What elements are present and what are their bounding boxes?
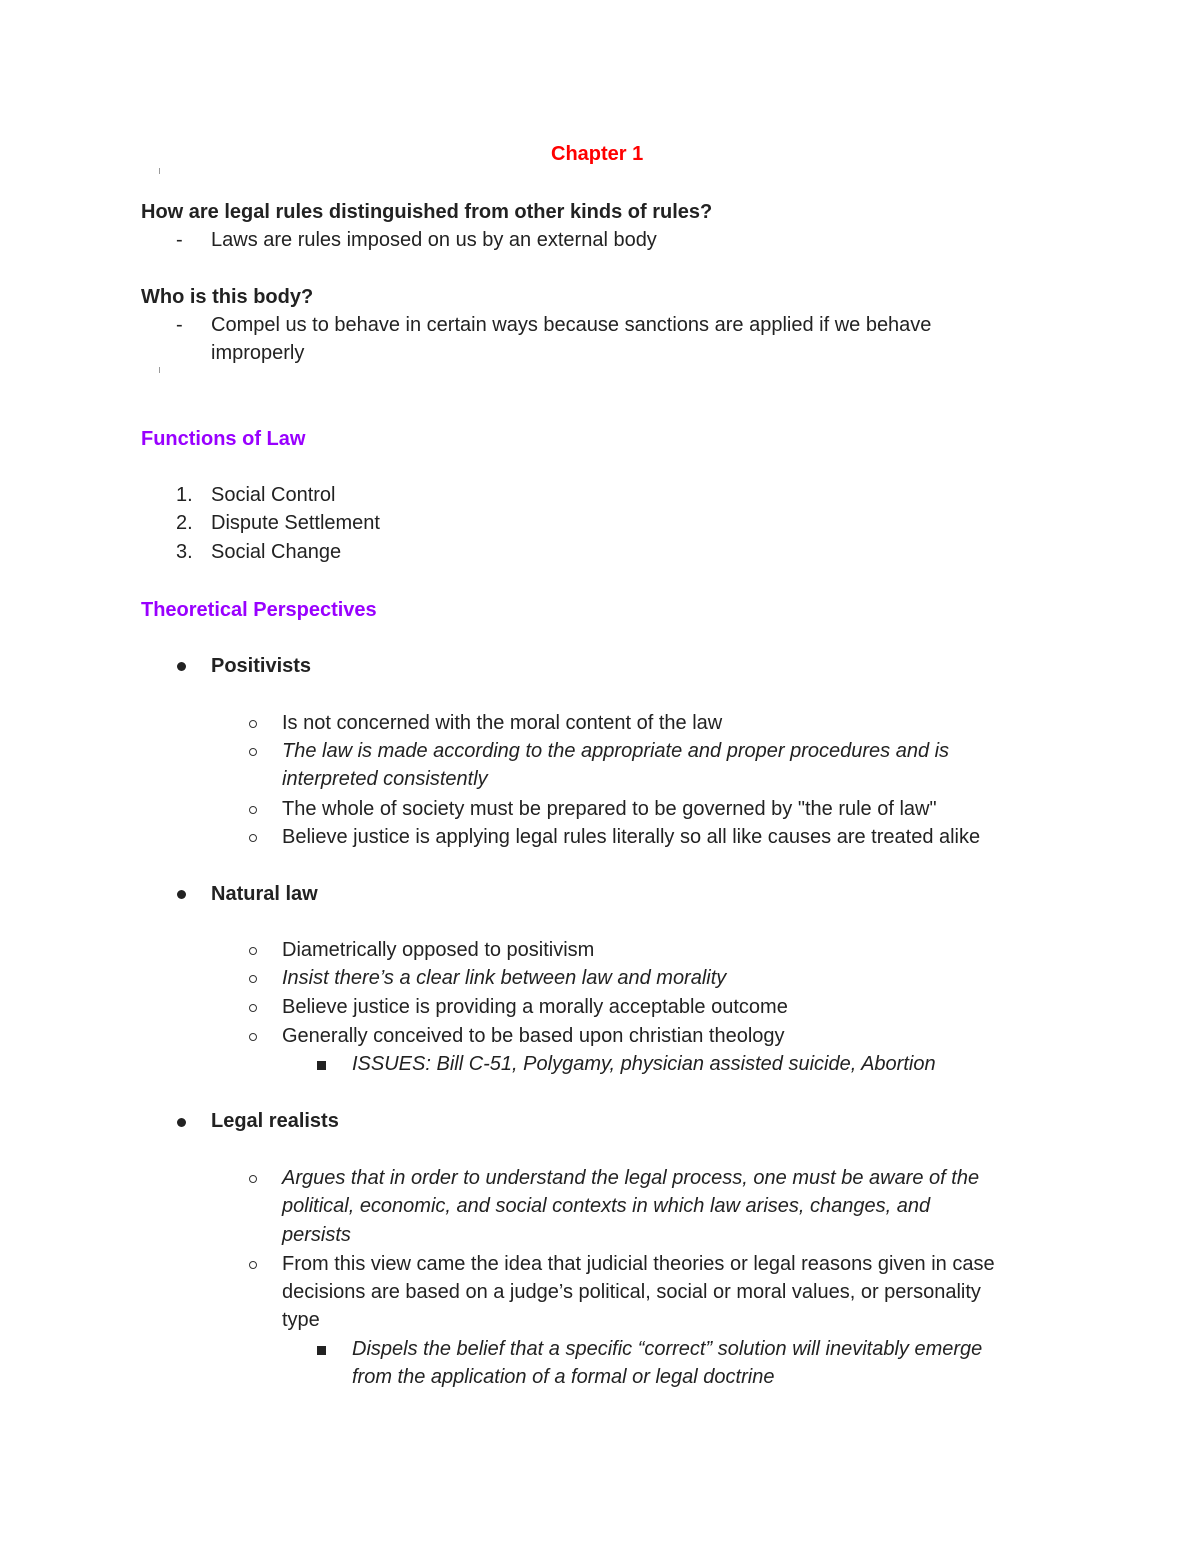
bullet-ring: [249, 947, 257, 955]
bullet-dot: [177, 662, 186, 671]
answer-sanctions-line2: improperly: [211, 342, 305, 364]
perspectives-heading: Theoretical Perspectives: [141, 599, 377, 621]
bullet-ring: [249, 1261, 257, 1269]
legal-realists-title: Legal realists: [211, 1110, 339, 1132]
question-legal-rules: How are legal rules distinguished from other kinds of rules?: [141, 201, 713, 223]
empty-line-marker: [159, 168, 160, 174]
bullet-ring: [249, 806, 257, 814]
positivists-point: The law is made according to the appropriate and proper procedures and is: [282, 740, 950, 762]
natural-law-title: Natural law: [211, 883, 318, 905]
list-item-social-change: Social Change: [211, 541, 342, 563]
bullet-ring: [249, 1004, 257, 1012]
functions-heading: Functions of Law: [141, 428, 306, 450]
bullet-square: [317, 1346, 326, 1355]
list-number: 3.: [176, 541, 193, 563]
positivists-point: Believe justice is applying legal rules literally so all like causes are treated alike: [282, 826, 981, 848]
bullet-ring: [249, 1033, 257, 1041]
natural-law-point: Diametrically opposed to positivism: [282, 939, 595, 961]
list-item-dispute-settlement: Dispute Settlement: [211, 512, 380, 534]
dash-bullet: -: [176, 229, 183, 251]
natural-law-point: Believe justice is providing a morally acceptable outcome: [282, 996, 788, 1018]
bullet-dot: [177, 890, 186, 899]
bullet-ring: [249, 975, 257, 983]
list-number: 2.: [176, 512, 193, 534]
natural-law-point: Generally conceived to be based upon christian theology: [282, 1025, 785, 1047]
legal-realists-point-cont: type: [282, 1309, 320, 1331]
positivists-point-cont: interpreted consistently: [282, 768, 488, 790]
legal-realists-point-cont: decisions are based on a judge’s political, social or moral values, or personality: [282, 1281, 981, 1303]
question-who-is-body: Who is this body?: [141, 286, 314, 308]
legal-realists-point: Argues that in order to understand the legal process, one must be aware of the: [282, 1167, 980, 1189]
answer-external-body: Laws are rules imposed on us by an external body: [211, 229, 657, 251]
natural-law-issues: ISSUES: Bill C-51, Polygamy, physician assisted suicide, Abortion: [352, 1053, 936, 1075]
bullet-square: [317, 1061, 326, 1070]
legal-realists-sub-cont: from the application of a formal or legal doctrine: [352, 1366, 775, 1388]
legal-realists-point-cont: persists: [282, 1224, 351, 1246]
bullet-ring: [249, 748, 257, 756]
legal-realists-point-cont: political, economic, and social contexts in which law arises, changes, and: [282, 1195, 931, 1217]
legal-realists-sub: Dispels the belief that a specific “correct” solution will inevitably emerge: [352, 1338, 983, 1360]
bullet-ring: [249, 720, 257, 728]
dash-bullet: -: [176, 314, 183, 336]
list-number: 1.: [176, 484, 193, 506]
list-item-social-control: Social Control: [211, 484, 336, 506]
bullet-dot: [177, 1118, 186, 1127]
chapter-title: Chapter 1: [551, 143, 644, 165]
answer-sanctions-line1: Compel us to behave in certain ways because sanctions are applied if we behave: [211, 314, 932, 336]
positivists-title: Positivists: [211, 655, 312, 677]
empty-line-marker: [159, 367, 160, 373]
bullet-ring: [249, 834, 257, 842]
natural-law-point: Insist there’s a clear link between law and morality: [282, 967, 727, 989]
bullet-ring: [249, 1175, 257, 1183]
legal-realists-point: From this view came the idea that judicial theories or legal reasons given in case: [282, 1253, 995, 1275]
positivists-point: The whole of society must be prepared to be governed by "the rule of law": [282, 798, 937, 820]
positivists-point: Is not concerned with the moral content of the law: [282, 712, 723, 734]
